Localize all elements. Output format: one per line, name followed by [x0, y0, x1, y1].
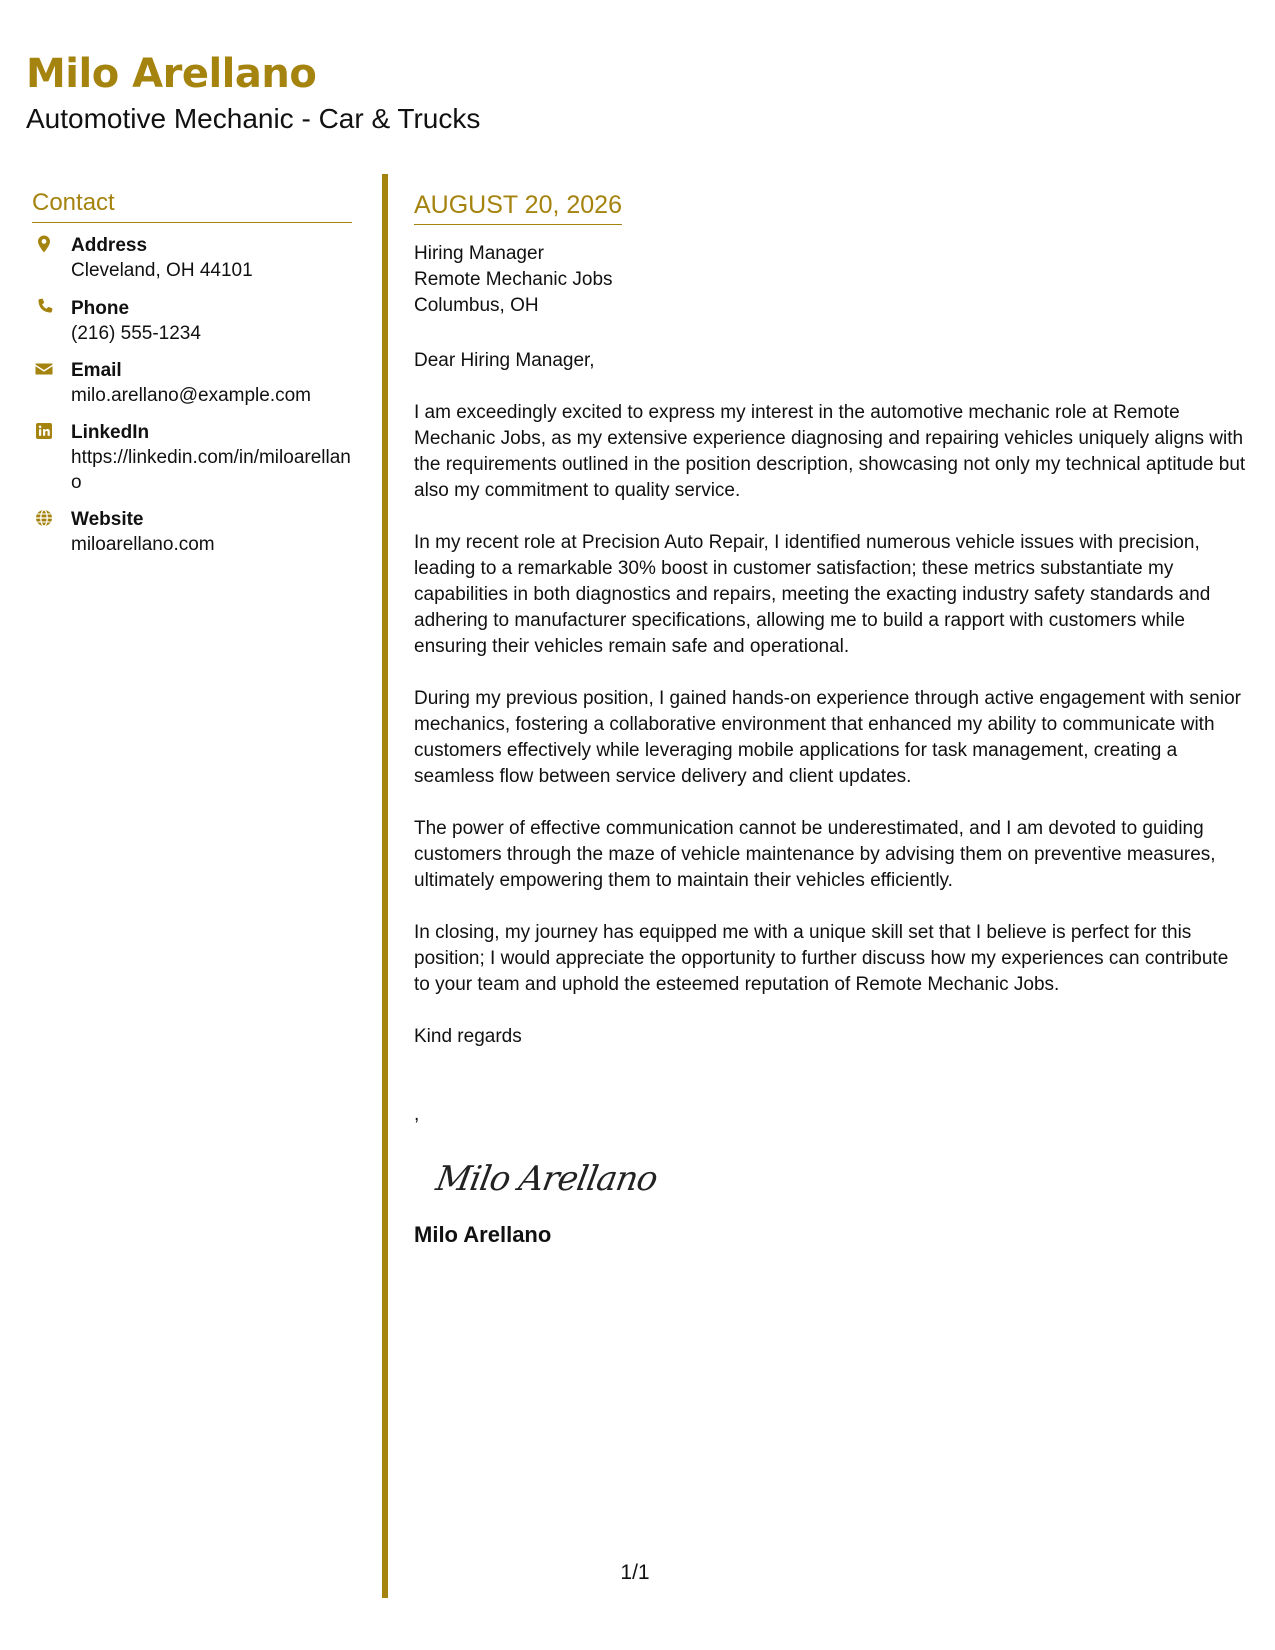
body-paragraph: During my previous position, I gained hands-on experience through active engagement with senior mechanics, fostering a collaborative environment that enhanced my ability to communicate with customers effectively while leveraging mobile applications for task management, creating a seamless flow between service delivery and client updates.	[414, 688, 1241, 787]
recipient-block	[414, 241, 1249, 319]
phone-value: (216) 555-1234	[71, 323, 201, 344]
contact-label: Website	[71, 509, 144, 530]
contact-label: Phone	[71, 298, 130, 319]
header	[26, 46, 480, 136]
body-paragraph: The power of effective communication cannot be underestimated, and I am devoted to guiding customers through the maze of vehicle maintenance by advising them on preventive measures, ultimately empowering them to maintain their vehicles efficiently.	[414, 818, 1216, 891]
candidate-name: Milo Arellano	[26, 51, 317, 97]
recipient-location: Columbus, OH	[414, 295, 539, 316]
body-paragraph: I am exceedingly excited to express my interest in the automotive mechanic role at Remote Mechanic Jobs, as my extensive experience diagnosing and repairing vehicles uniquely aligns with the requirements outlined in the position description, showcasing not only my technical aptitude but also my commitment to quality service.	[414, 402, 1246, 501]
globe-icon	[34, 508, 54, 528]
contact-sidebar	[32, 186, 352, 569]
job-title: Automotive Mechanic - Car & Trucks	[26, 103, 481, 134]
linkedin-value[interactable]: https://linkedin.com/in/miloarellano	[71, 447, 351, 493]
recipient-name: Hiring Manager	[414, 243, 544, 264]
recipient-company: Remote Mechanic Jobs	[414, 269, 613, 290]
closing-comma: ,	[414, 1104, 420, 1125]
handwritten-signature	[430, 1148, 670, 1204]
email-value: milo.arellano@example.com	[71, 385, 311, 406]
cover-letter	[414, 188, 1249, 1250]
contact-label: Email	[71, 360, 122, 381]
phone-icon	[34, 297, 54, 317]
contact-label: Address	[71, 235, 148, 256]
signer-name: Milo Arellano	[414, 1222, 552, 1247]
envelope-icon	[34, 359, 54, 379]
closing: Kind regards	[414, 1026, 522, 1047]
contact-label: LinkedIn	[71, 422, 150, 443]
letter-date: AUGUST 20, 2026	[414, 188, 622, 225]
linkedin-icon	[34, 421, 54, 441]
svg-text:Milo Arellano: Milo Arellano	[433, 1159, 661, 1199]
contact-list	[32, 233, 352, 557]
page-number: 1/1	[620, 1561, 650, 1584]
contact-heading: Contact	[32, 186, 352, 223]
contact-address	[32, 233, 352, 283]
map-pin-icon	[34, 234, 54, 254]
contact-phone	[32, 296, 352, 346]
salutation: Dear Hiring Manager,	[414, 350, 595, 371]
column-divider	[382, 174, 388, 1598]
contact-website	[32, 507, 352, 557]
body-paragraph: In my recent role at Precision Auto Repair, I identified numerous vehicle issues with precision, leading to a remarkable 30% boost in customer satisfaction; these metrics substantiate my capabilities in both diagnostics and repairs, meeting the exacting industry safety standards and adhering to manufacturer specifications, allowing me to build a rapport with customers while ensuring their vehicles remain safe and operational.	[414, 532, 1211, 657]
contact-linkedin	[32, 420, 352, 495]
website-value[interactable]: miloarellano.com	[71, 534, 215, 555]
body-paragraph: In closing, my journey has equipped me with a unique skill set that I believe is perfect for this position; I would appreciate the opportunity to further discuss how my experiences can contribute to your team and uphold the esteemed reputation of Remote Mechanic Jobs.	[414, 922, 1229, 995]
contact-email	[32, 358, 352, 408]
address-value: Cleveland, OH 44101	[71, 260, 253, 281]
